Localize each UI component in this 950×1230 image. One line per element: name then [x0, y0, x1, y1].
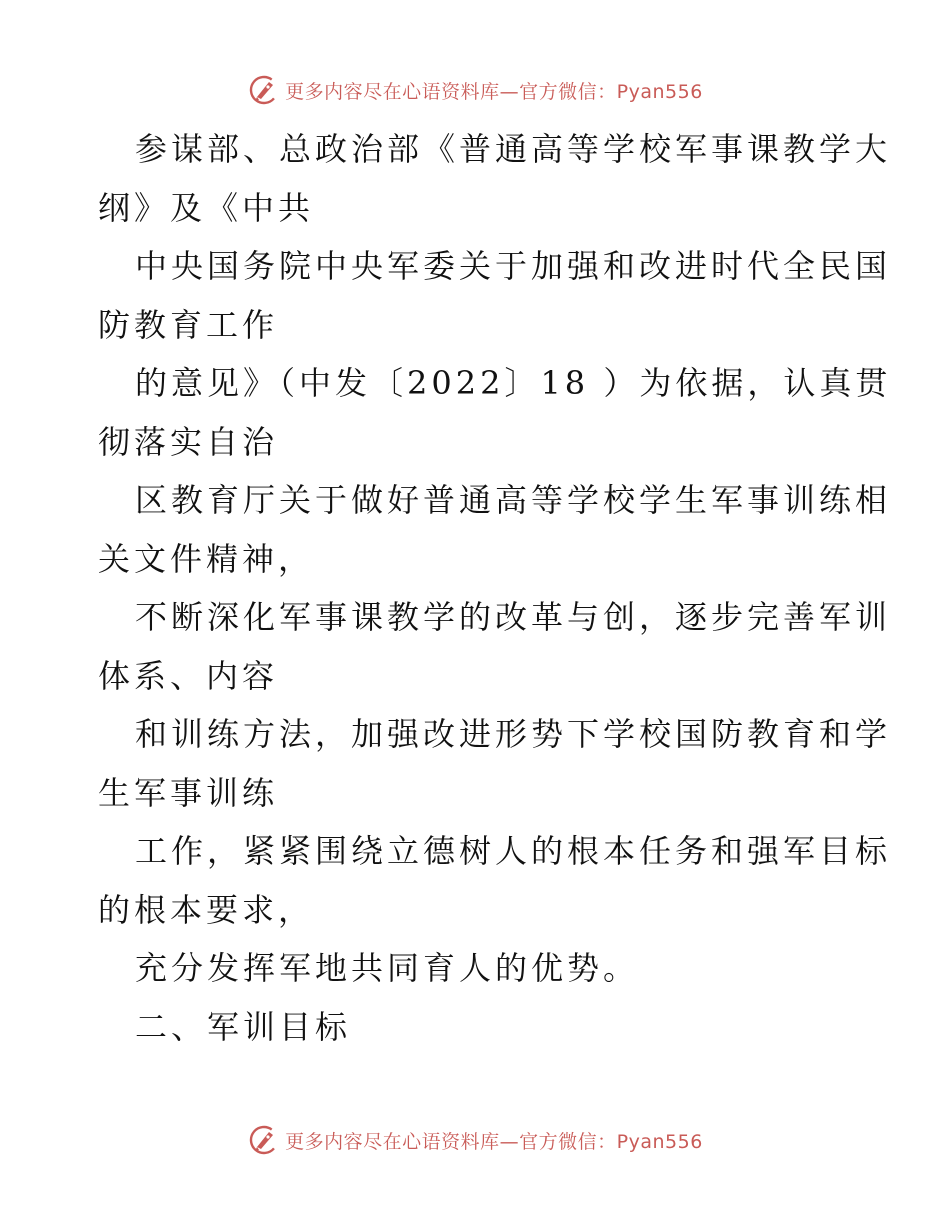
text-line: 的根本要求，: [98, 890, 315, 929]
text-line: 不断深化军事课教学的改革与创，逐步完善军训: [135, 598, 892, 636]
text-line: 彻落实自治: [98, 422, 279, 461]
header-watermark: [0, 70, 950, 110]
text-line: 参谋部、总政治部《普通高等学校军事课教学大: [135, 130, 892, 168]
pen-nib-logo-icon: [247, 1123, 281, 1157]
text-line: 区教育厅关于做好普通高等学校学生军事训练相: [135, 481, 892, 519]
document-body: [98, 120, 892, 1056]
pen-nib-logo-icon: [247, 73, 281, 107]
text-line: 防教育工作: [98, 305, 279, 344]
watermark-text: [285, 77, 703, 104]
text-line: 中央国务院中央军委关于加强和改进时代全民国: [135, 247, 892, 285]
footer-watermark: [0, 1120, 950, 1160]
text-line: 充分发挥军地共同育人的优势。: [135, 949, 640, 987]
section-heading: 二、军训目标: [135, 1007, 352, 1046]
watermark-contact: 官方微信：Pyan556: [519, 80, 703, 103]
text-line: 生军事训练: [98, 773, 279, 812]
watermark-title: 更多内容尽在心语资料库: [285, 1130, 500, 1153]
watermark-text: [285, 1127, 703, 1154]
text-line: 关文件精神，: [98, 539, 315, 578]
watermark-separator: —: [499, 80, 520, 103]
watermark-separator: —: [499, 1130, 520, 1153]
text-line: 工作，紧紧围绕立德树人的根本任务和强军目标: [135, 832, 892, 870]
text-line: 的意见》（中发〔2022〕18 ）为依据，认真贯: [135, 364, 892, 402]
watermark-title: 更多内容尽在心语资料库: [285, 80, 500, 103]
text-line: 纲》及《中共: [98, 188, 315, 227]
text-line: 体系、内容: [98, 656, 279, 695]
watermark-contact: 官方微信：Pyan556: [519, 1130, 703, 1153]
text-line: 和训练方法，加强改进形势下学校国防教育和学: [135, 715, 892, 753]
